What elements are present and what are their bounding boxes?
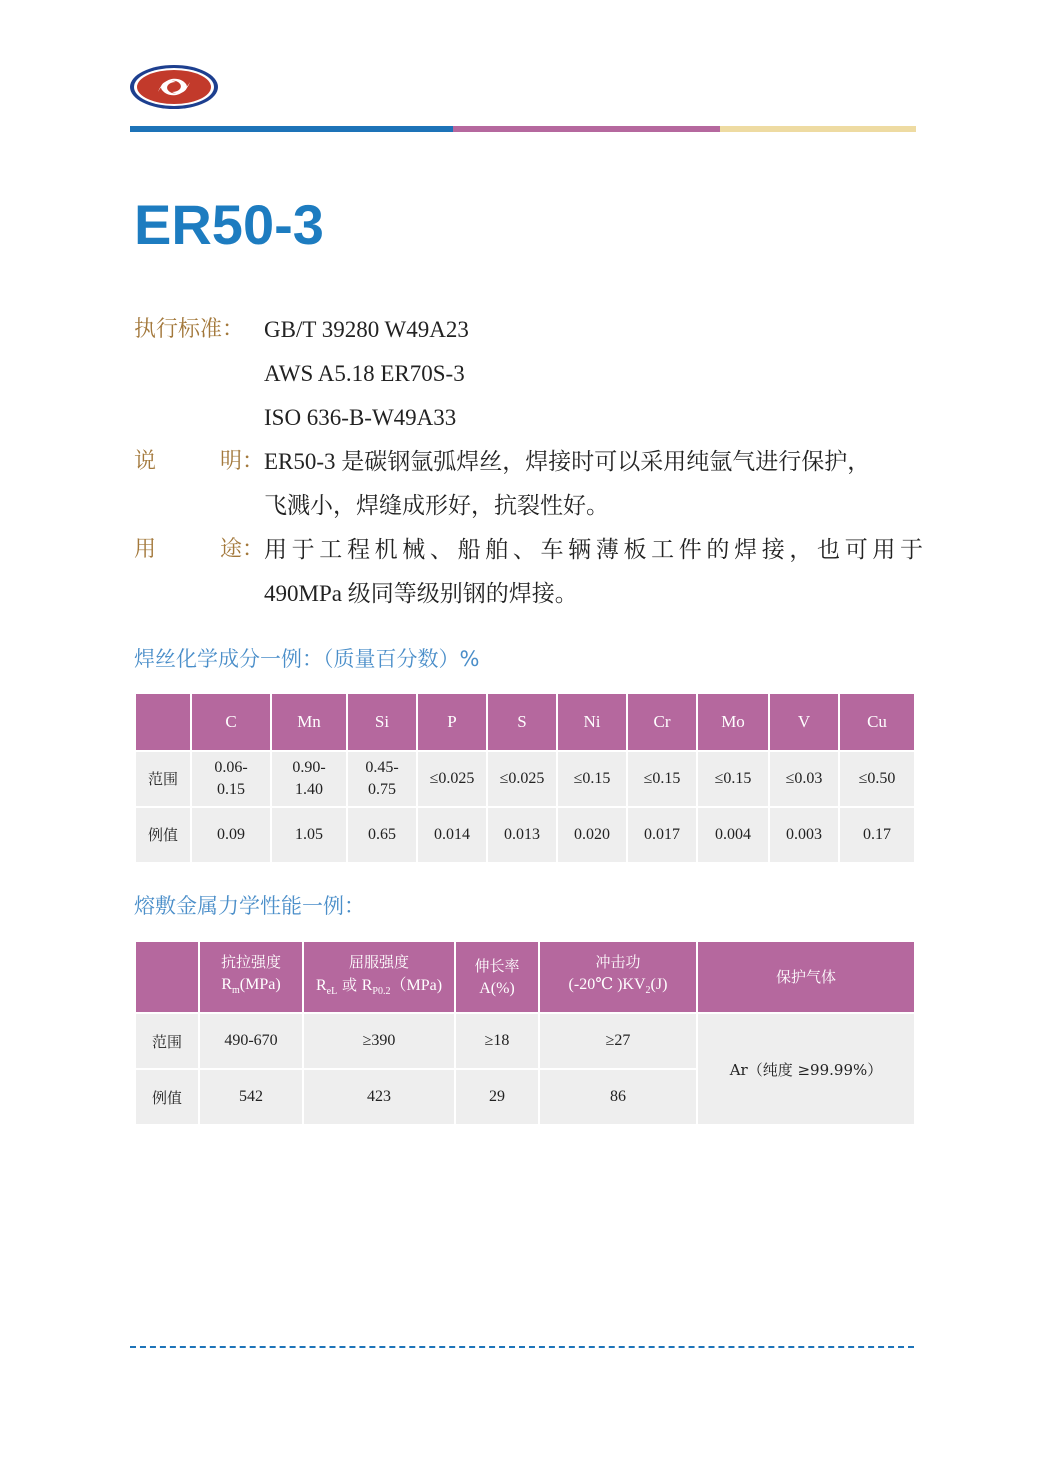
table-cell: ≥390 — [303, 1013, 455, 1069]
table-cell: 1.05 — [271, 807, 347, 863]
chemical-composition-table — [134, 692, 916, 864]
table-cell: ≤0.025 — [487, 751, 557, 807]
header-shielding-gas: 保护气体 — [697, 941, 915, 1013]
header-impact-energy: 冲击功 (-20℃ )$KV_2(J)$ — [539, 941, 697, 1013]
standard-row — [134, 308, 924, 352]
description-line-2: 飞溅小，焊缝成形好，抗裂性好。 — [264, 493, 609, 518]
header-cell — [135, 693, 191, 751]
header-cell: Mn — [271, 693, 347, 751]
company-logo — [128, 62, 220, 112]
header-cell: Cr — [627, 693, 697, 751]
table-cell: ≥27 — [539, 1013, 697, 1069]
table-cell: 0.017 — [627, 807, 697, 863]
standard-line-3: ISO 636-B-W49A33 — [264, 405, 457, 430]
description-label-b: 明： — [219, 449, 264, 474]
table-header-row — [135, 693, 915, 751]
standard-line-2: AWS A5.18 ER70S-3 — [264, 361, 465, 386]
shielding-gas-cell: Ar（纯度 ≥99.99%） — [697, 1013, 915, 1125]
table-cell: 0.09 — [191, 807, 271, 863]
header-cell: Mo — [697, 693, 769, 751]
table-cell: ≤0.03 — [769, 751, 839, 807]
table-cell: 0.004 — [697, 807, 769, 863]
table-cell: 0.013 — [487, 807, 557, 863]
header-color-bar — [130, 126, 916, 132]
footer-dashed-divider — [130, 1346, 914, 1348]
table-cell: ≤0.025 — [417, 751, 487, 807]
table-cell: 0.020 — [557, 807, 627, 863]
header-cell: C — [191, 693, 271, 751]
standard-line-1: GB/T 39280 W49A23 — [264, 317, 469, 342]
table-cell: 0.06- 0.15 — [191, 751, 271, 807]
usage-line-1: 用于工程机械、船舶、车辆薄板工件的焊接，也可用于 — [264, 537, 924, 562]
usage-row — [134, 528, 924, 572]
table-row — [135, 807, 915, 863]
header-tensile-strength: 抗拉强度 $R_m(MPa)$ — [199, 941, 303, 1013]
description-row — [134, 440, 924, 484]
usage-line-2: 490MPa 级同等级别钢的焊接。 — [264, 581, 578, 606]
mechanical-properties-title: 熔敷金属力学性能一例： — [134, 894, 365, 918]
table-cell: 423 — [303, 1069, 455, 1125]
description-line-1: ER50-3 是碳钢氩弧焊丝，焊接时可以采用纯氩气进行保护， — [264, 449, 871, 474]
table-cell: ≤0.15 — [557, 751, 627, 807]
header-cell: V — [769, 693, 839, 751]
table-cell: ≥18 — [455, 1013, 539, 1069]
table-row — [135, 1013, 915, 1069]
header-yield-strength: 屈服强度 $R_{eL}$ 或 $R_{P0.2}(MPa)$ — [303, 941, 455, 1013]
table-cell: ≤0.50 — [839, 751, 915, 807]
row-label: 范围 — [135, 751, 191, 807]
header-cell: Cu — [839, 693, 915, 751]
table-cell: 542 — [199, 1069, 303, 1125]
header-cell: Si — [347, 693, 417, 751]
mechanical-properties-table — [134, 940, 916, 1126]
header-cell: P — [417, 693, 487, 751]
table-cell: 0.90- 1.40 — [271, 751, 347, 807]
table-cell: ≤0.15 — [627, 751, 697, 807]
table-cell: 0.003 — [769, 807, 839, 863]
usage-label-b: 途： — [219, 537, 264, 562]
header-cell — [135, 941, 199, 1013]
product-title: ER50-3 — [134, 193, 324, 256]
table-cell: 86 — [539, 1069, 697, 1125]
table-header-row — [135, 941, 915, 1013]
table-cell: ≤0.15 — [697, 751, 769, 807]
header-cell: Ni — [557, 693, 627, 751]
table-row — [135, 751, 915, 807]
row-label: 范围 — [135, 1013, 199, 1069]
table-cell: 490-670 — [199, 1013, 303, 1069]
table-cell: 0.17 — [839, 807, 915, 863]
description-label-a: 说 — [134, 449, 157, 474]
table-cell: 0.65 — [347, 807, 417, 863]
table-cell: 0.45- 0.75 — [347, 751, 417, 807]
table-cell: 0.014 — [417, 807, 487, 863]
standard-label: 执行标准： — [134, 317, 245, 342]
header-cell: S — [487, 693, 557, 751]
usage-label-a: 用 — [134, 537, 157, 562]
product-info — [134, 308, 924, 616]
chemical-composition-title: 焊丝化学成分一例：（质量百分数）% — [134, 647, 480, 671]
row-label: 例值 — [135, 1069, 199, 1125]
row-label: 例值 — [135, 807, 191, 863]
header-elongation: 伸长率 A(%) — [455, 941, 539, 1013]
table-cell: 29 — [455, 1069, 539, 1125]
